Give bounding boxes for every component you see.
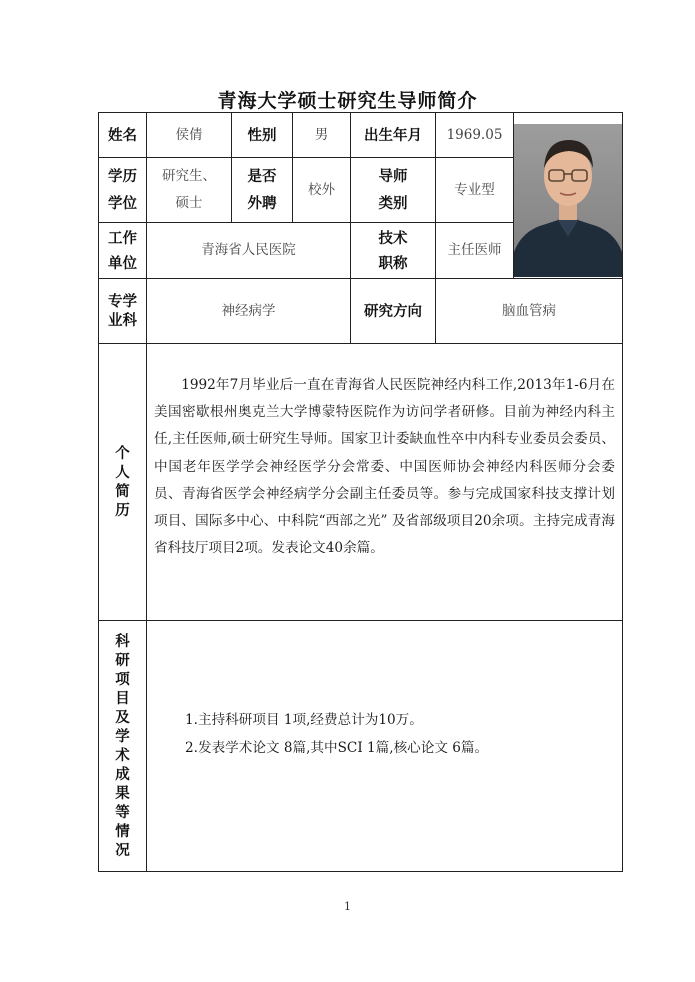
supervisor-type-value: 专业型 <box>435 157 514 223</box>
major-label: 专学 业科 <box>98 278 147 344</box>
work-unit-value: 青海省人民医院 <box>146 222 351 279</box>
portrait-photo <box>514 124 622 277</box>
biography-text: 1992年7月毕业后一直在青海省人民医院神经内科工作,2013年1-6月在美国密歇根州奥克兰大学博蒙特医院作为访问学者研修。目前为神经内科主任,主任医师,硕士研究生导师。国家卫计委缺血性卒中内科专业委员会委员、中国老年医学学会神经医学分会常委、中国医师协会神经内科医师分会委员、青海省医学会神经病学分会副主任委员等。参与完成国家科技支撑计划项目、国际多中心、中科院“西部之光” 及省部级项目20余项。主持完成青海省科技厅项目2项。发表论文40余篇。 <box>154 377 615 557</box>
major-value: 神经病学 <box>146 278 351 344</box>
name-value: 侯倩 <box>146 112 232 158</box>
achievement-item: 2.发表学术论文 8篇,其中SCI 1篇,核心论文 6篇。 <box>185 740 489 756</box>
gender-value: 男 <box>292 112 351 158</box>
achievements-list <box>185 706 605 762</box>
external-label: 是否 外聘 <box>231 157 293 223</box>
tech-title-value: 主任医师 <box>435 222 514 279</box>
achievement-item: 1.主持科研项目 1项,经费总计为10万。 <box>185 712 423 728</box>
education-label: 学历 学位 <box>98 157 147 223</box>
education-value: 研究生、 硕士 <box>146 157 232 223</box>
external-value: 校外 <box>292 157 351 223</box>
page-number: 1 <box>344 900 351 913</box>
work-unit-label: 工作 单位 <box>98 222 147 279</box>
birth-label: 出生年月 <box>350 112 436 158</box>
research-direction-value: 脑血管病 <box>435 278 623 344</box>
research-direction-label: 研究方向 <box>350 278 436 344</box>
birth-value: 1969.05 <box>435 112 514 158</box>
gender-label: 性别 <box>231 112 293 158</box>
name-label: 姓名 <box>98 112 147 158</box>
page-title: 青海大学硕士研究生导师简介 <box>217 90 478 112</box>
achievements-label: 科 研 项 目 及 学 术 成 果 等 情 况 <box>98 620 147 872</box>
tech-title-label: 技术 职称 <box>350 222 436 279</box>
biography-label: 个 人 简 历 <box>98 343 147 621</box>
supervisor-type-label: 导师 类别 <box>350 157 436 223</box>
